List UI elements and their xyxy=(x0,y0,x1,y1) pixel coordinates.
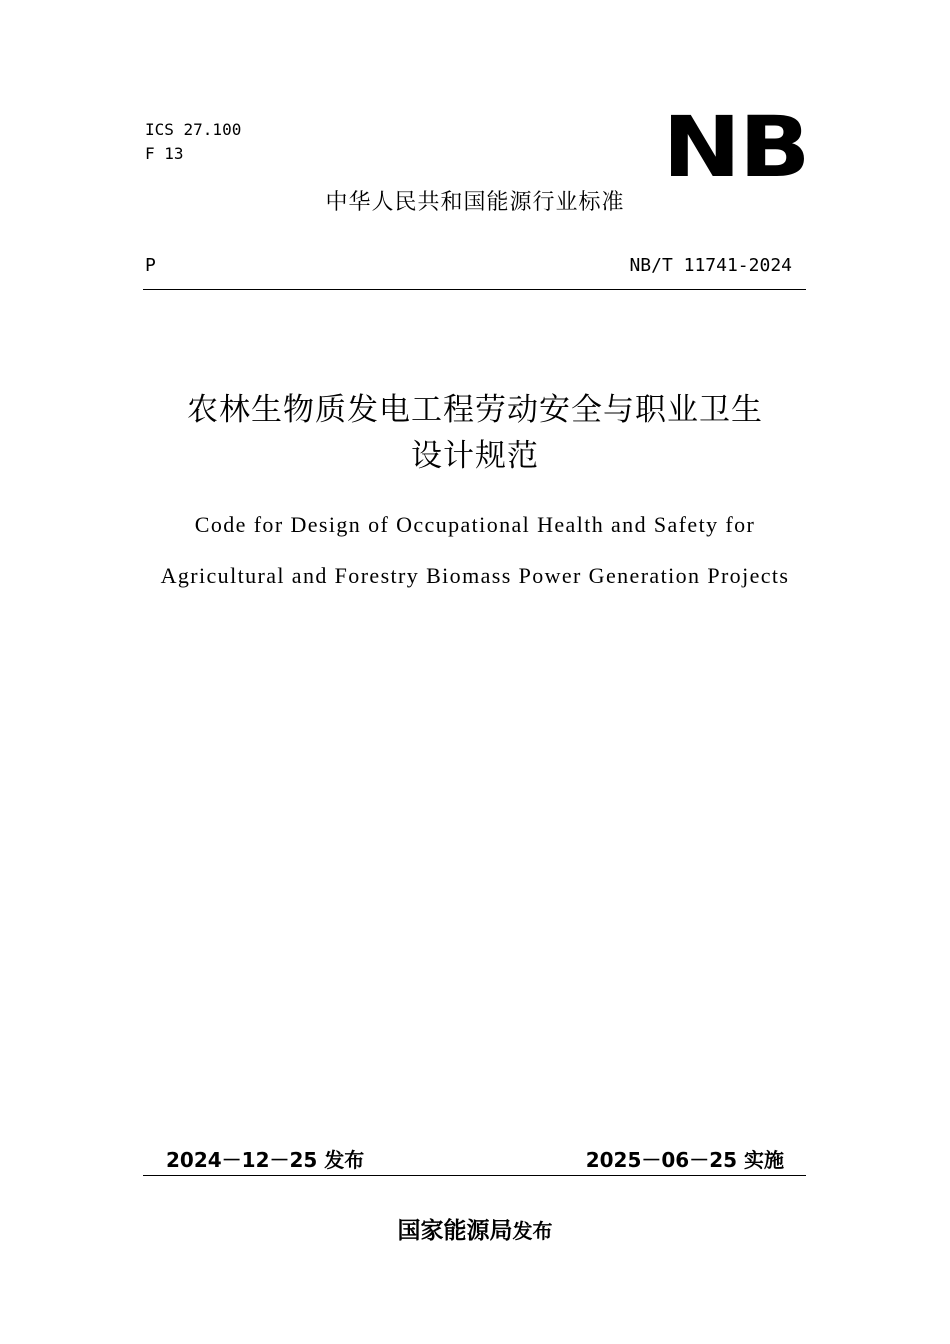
ics-code: ICS 27.100 xyxy=(145,120,242,139)
issuer xyxy=(0,1214,950,1248)
title-en-line2: Agricultural and Forestry Biomass Power Generation Projects xyxy=(160,563,790,588)
footer-divider xyxy=(143,1175,806,1176)
title-en-line1: Code for Design of Occupational Health and Safety for xyxy=(194,512,756,537)
publish-date: 2024－12－25 发布 xyxy=(166,1148,365,1172)
ics-code-block xyxy=(145,118,241,166)
title-cn-line2: 设计规范 xyxy=(411,438,539,474)
issuer-suffix: 发布 xyxy=(512,1219,553,1243)
ccs-code: F 13 xyxy=(145,144,184,163)
industry-standard-title: 中华人民共和国能源行业标准 xyxy=(325,190,625,215)
nb-logo: NB xyxy=(662,98,808,196)
standard-number: NB/T 11741-2024 xyxy=(629,255,792,276)
title-cn-line1: 农林生物质发电工程劳动安全与职业卫生 xyxy=(187,392,763,428)
issuer-name: 国家能源局 xyxy=(397,1218,513,1244)
header-divider xyxy=(143,289,806,290)
standard-category: P xyxy=(145,255,156,276)
implement-date: 2025－06－25 实施 xyxy=(585,1148,784,1172)
